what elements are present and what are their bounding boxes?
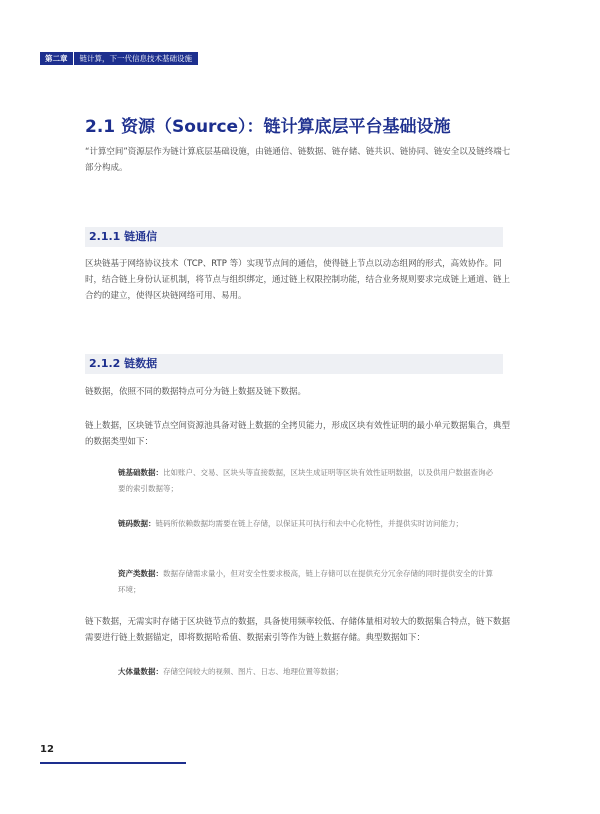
- chapter-title: 链计算，下一代信息技术基础设施: [79, 54, 192, 63]
- top-margin: [0, 0, 600, 41]
- section-title: 2.1 资源（Source）：链计算底层平台基础设施: [85, 117, 451, 137]
- section-intro: “计算空间”资源层作为链计算底层基础设施，由链通信、链数据、链存储、链共识、链协同、链安全以及链终端七部分构成。: [85, 147, 511, 173]
- list-item-chain-base-data: 链基础数据：比如账户、交易、区块头等直接数据，区块生成证明等区块有效性证明数据，以及供用户数据查询必要的索引数据等；: [118, 468, 493, 493]
- onchain-data-para: 链上数据，区块链节点空间资源池具备对链上数据的全拷贝能力，形成区块有效性证明的最小单元数据集合，典型的数据类型如下：: [85, 421, 511, 447]
- communication-body: 区块链基于网络协议技术（TCP、RTP 等）实现节点间的通信，使得链上节点以动态组网的形式，高效协作。同时，结合链上身份认证机制，将节点与组织绑定，通过链上权限控制功能，结合业务规则要求完成链上通道、链上合约的建立，使得区块链网络可用、易用。: [85, 259, 511, 301]
- offchain-data-para: 链下数据，无需实时存储于区块链节点的数据，具备使用频率较低、存储体量相对较大的数据集合特点，链下数据需要进行链上数据锚定，即将数据哈希值、数据索引等作为链上数据存储。典型数据如下：: [85, 617, 511, 643]
- list-item-bulk-data: 大体量数据：存储空间较大的视频、图片、日志、地理位置等数据；: [118, 667, 343, 676]
- chapter-number: 第二章: [40, 52, 74, 65]
- subsection-heading-communication: 2.1.1 链通信: [85, 227, 503, 247]
- subsection-heading-data: 2.1.2 链数据: [85, 354, 503, 374]
- list-item-asset-data: 资产类数据：数据存储需求量小，但对安全性要求极高，链上存储可以在提供充分冗余存储的同时提供安全的计算环境；: [118, 569, 493, 594]
- chapter-tag: [40, 52, 198, 65]
- footer-rule: [40, 762, 186, 764]
- data-intro: 链数据，依照不同的数据特点可分为链上数据及链下数据。: [85, 387, 307, 397]
- page-number: 12: [40, 744, 54, 755]
- list-item-chaincode-data: 链码数据：链码所依赖数据均需要在链上存储，以保证其可执行和去中心化特性，并提供实时访问能力；: [118, 519, 463, 528]
